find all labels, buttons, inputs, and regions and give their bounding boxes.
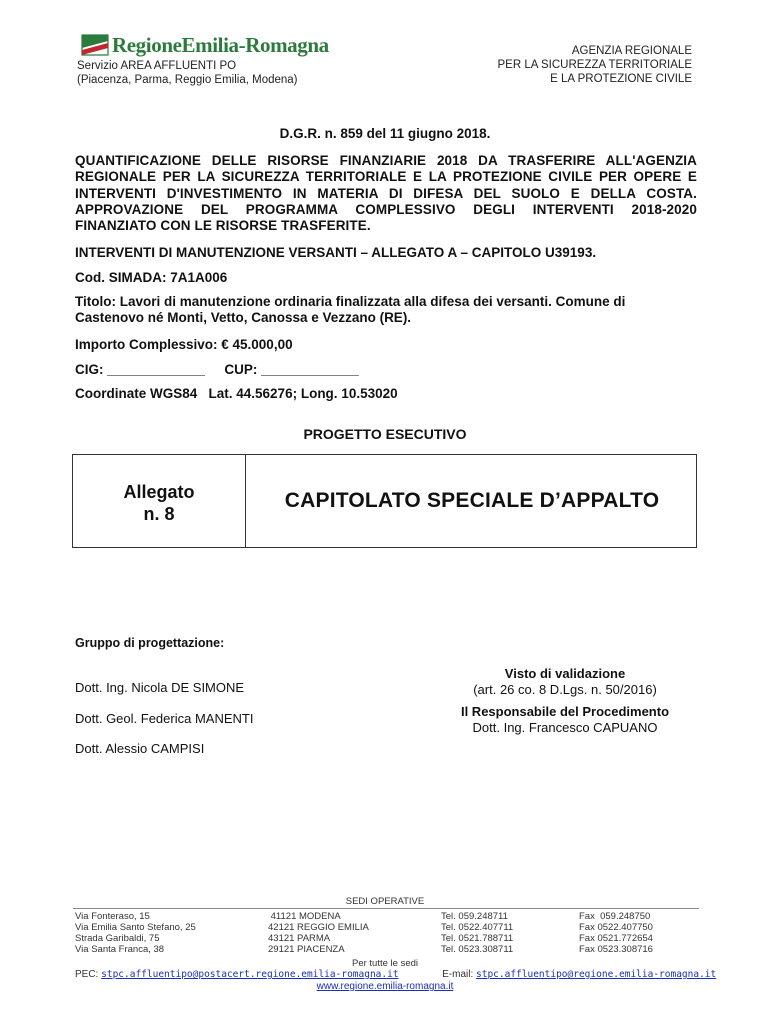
team-member: Dott. Ing. Nicola DE SIMONE [75, 680, 245, 695]
attachment-title: CAPITOLATO SPECIALE D’APPALTO [284, 489, 660, 512]
region-logo [80, 30, 329, 60]
document-title: QUANTIFICAZIONE DELLE RISORSE FINANZIARIE 2018 DA TRASFERIRE ALL'AGENZIA REGIONALE PER LA SICUREZZA TERRITORIALE E LA PROTEZIONE CIVILE PER OPERE E INTERVENTI D'INVESTIMENTO IN MATERIA DI DIFESA DEL SUOLO E DELLA COSTA. APPROVAZIONE DEL PROGRAMMA COMPLESSIVO DEGLI INTERVENTI 2018-2020 FINANZIATO CON LE RISORSE TRASFERITE. [75, 153, 697, 234]
email-link[interactable]: stpc.affluentipo@regione.emilia-romagna.it [476, 969, 717, 980]
pec-link[interactable]: stpc.affluentipo@postacert.regione.emilia-romagna.it [101, 969, 399, 980]
agency-info [498, 44, 693, 86]
office-address: Strada Garibaldi, 75 [75, 933, 160, 944]
attachment-box [72, 454, 697, 548]
office-phone: Tel. 0521.788711 [441, 933, 514, 944]
offices-heading: SEDI OPERATIVE [345, 896, 425, 907]
office-city: 43121 PARMA [268, 933, 331, 944]
agency-line-2: PER LA SICUREZZA TERRITORIALE [497, 59, 692, 71]
office-fax: Fax 0523.308716 [579, 944, 653, 955]
office-address: Via Fonteraso, 15 [75, 911, 150, 922]
pec-label: PEC: [75, 969, 102, 980]
office-fax: Fax 0522.407750 [579, 922, 653, 933]
team-heading: Gruppo di progettazione: [75, 636, 225, 650]
coordinates: Coordinate WGS84 Lat. 44.56276; Long. 10.53020 [75, 386, 398, 401]
agency-line-1: AGENZIA REGIONALE [571, 45, 692, 57]
region-flag-icon [80, 32, 110, 58]
office-city: 29121 PIACENZA [268, 944, 345, 955]
validation-reference: (art. 26 co. 8 D.Lgs. n. 50/2016) [473, 682, 657, 697]
office-row [75, 944, 715, 956]
office-fax: Fax 0521.772654 [579, 933, 653, 944]
footer-divider [73, 908, 699, 909]
office-phone: Tel. 0522.407711 [441, 922, 514, 933]
service-name: Servizio AREA AFFLUENTI PO [77, 60, 237, 72]
service-area: (Piacenza, Parma, Reggio Emilia, Modena) [77, 74, 298, 86]
project-title: Titolo: Lavori di manutenzione ordinaria finalizzata alla difesa dei versanti. Comune di Castenovo né Monti, Vetto, Canossa e Vezzano (RE). [75, 294, 626, 326]
validation-heading: Visto di validazione [504, 666, 626, 681]
cig-cup-row [75, 362, 359, 377]
website-link[interactable]: www.regione.emilia-romagna.it [316, 981, 454, 992]
cig-field: CIG: _____________ [75, 362, 205, 377]
website-row [0, 981, 770, 992]
interventi-line: INTERVENTI DI MANUTENZIONE VERSANTI – ALLEGATO A – CAPITOLO U39193. [75, 245, 597, 260]
office-phone: Tel. 059.248711 [441, 911, 508, 922]
validation-block [420, 666, 710, 736]
total-amount: Importo Complessivo: € 45.000,00 [75, 337, 293, 352]
office-city: 41121 MODENA [268, 911, 341, 922]
team-member: Dott. Geol. Federica MANENTI [75, 711, 254, 726]
simada-code: Cod. SIMADA: 7A1A006 [75, 270, 228, 285]
attachment-number [73, 481, 245, 525]
team-member: Dott. Alessio CAMPISI [75, 741, 205, 756]
service-info [77, 59, 298, 87]
procedure-manager-role: Il Responsabile del Procedimento [460, 704, 670, 719]
office-phone: Tel. 0523.308711 [441, 944, 514, 955]
project-phase: PROGETTO ESECUTIVO [303, 426, 467, 442]
office-address: Via Santa Franca, 38 [75, 944, 165, 955]
dgr-reference: D.G.R. n. 859 del 11 giugno 2018. [279, 126, 491, 141]
attachment-index: n. 8 [143, 504, 175, 524]
all-offices-label: Per tutte le sedi [351, 958, 418, 969]
contacts-row [75, 969, 717, 980]
office-address: Via Emilia Santo Stefano, 25 [75, 922, 196, 933]
office-fax: Fax 059.248750 [579, 911, 651, 922]
agency-line-3: E LA PROTEZIONE CIVILE [550, 73, 692, 85]
logo-text: RegioneEmilia-Romagna [112, 33, 329, 57]
procedure-manager-name: Dott. Ing. Francesco CAPUANO [472, 720, 658, 735]
email-label: E-mail: [442, 969, 477, 980]
attachment-label: Allegato [123, 482, 195, 502]
office-city: 42121 REGGIO EMILIA [268, 922, 369, 933]
cup-field: CUP: _____________ [224, 362, 359, 377]
